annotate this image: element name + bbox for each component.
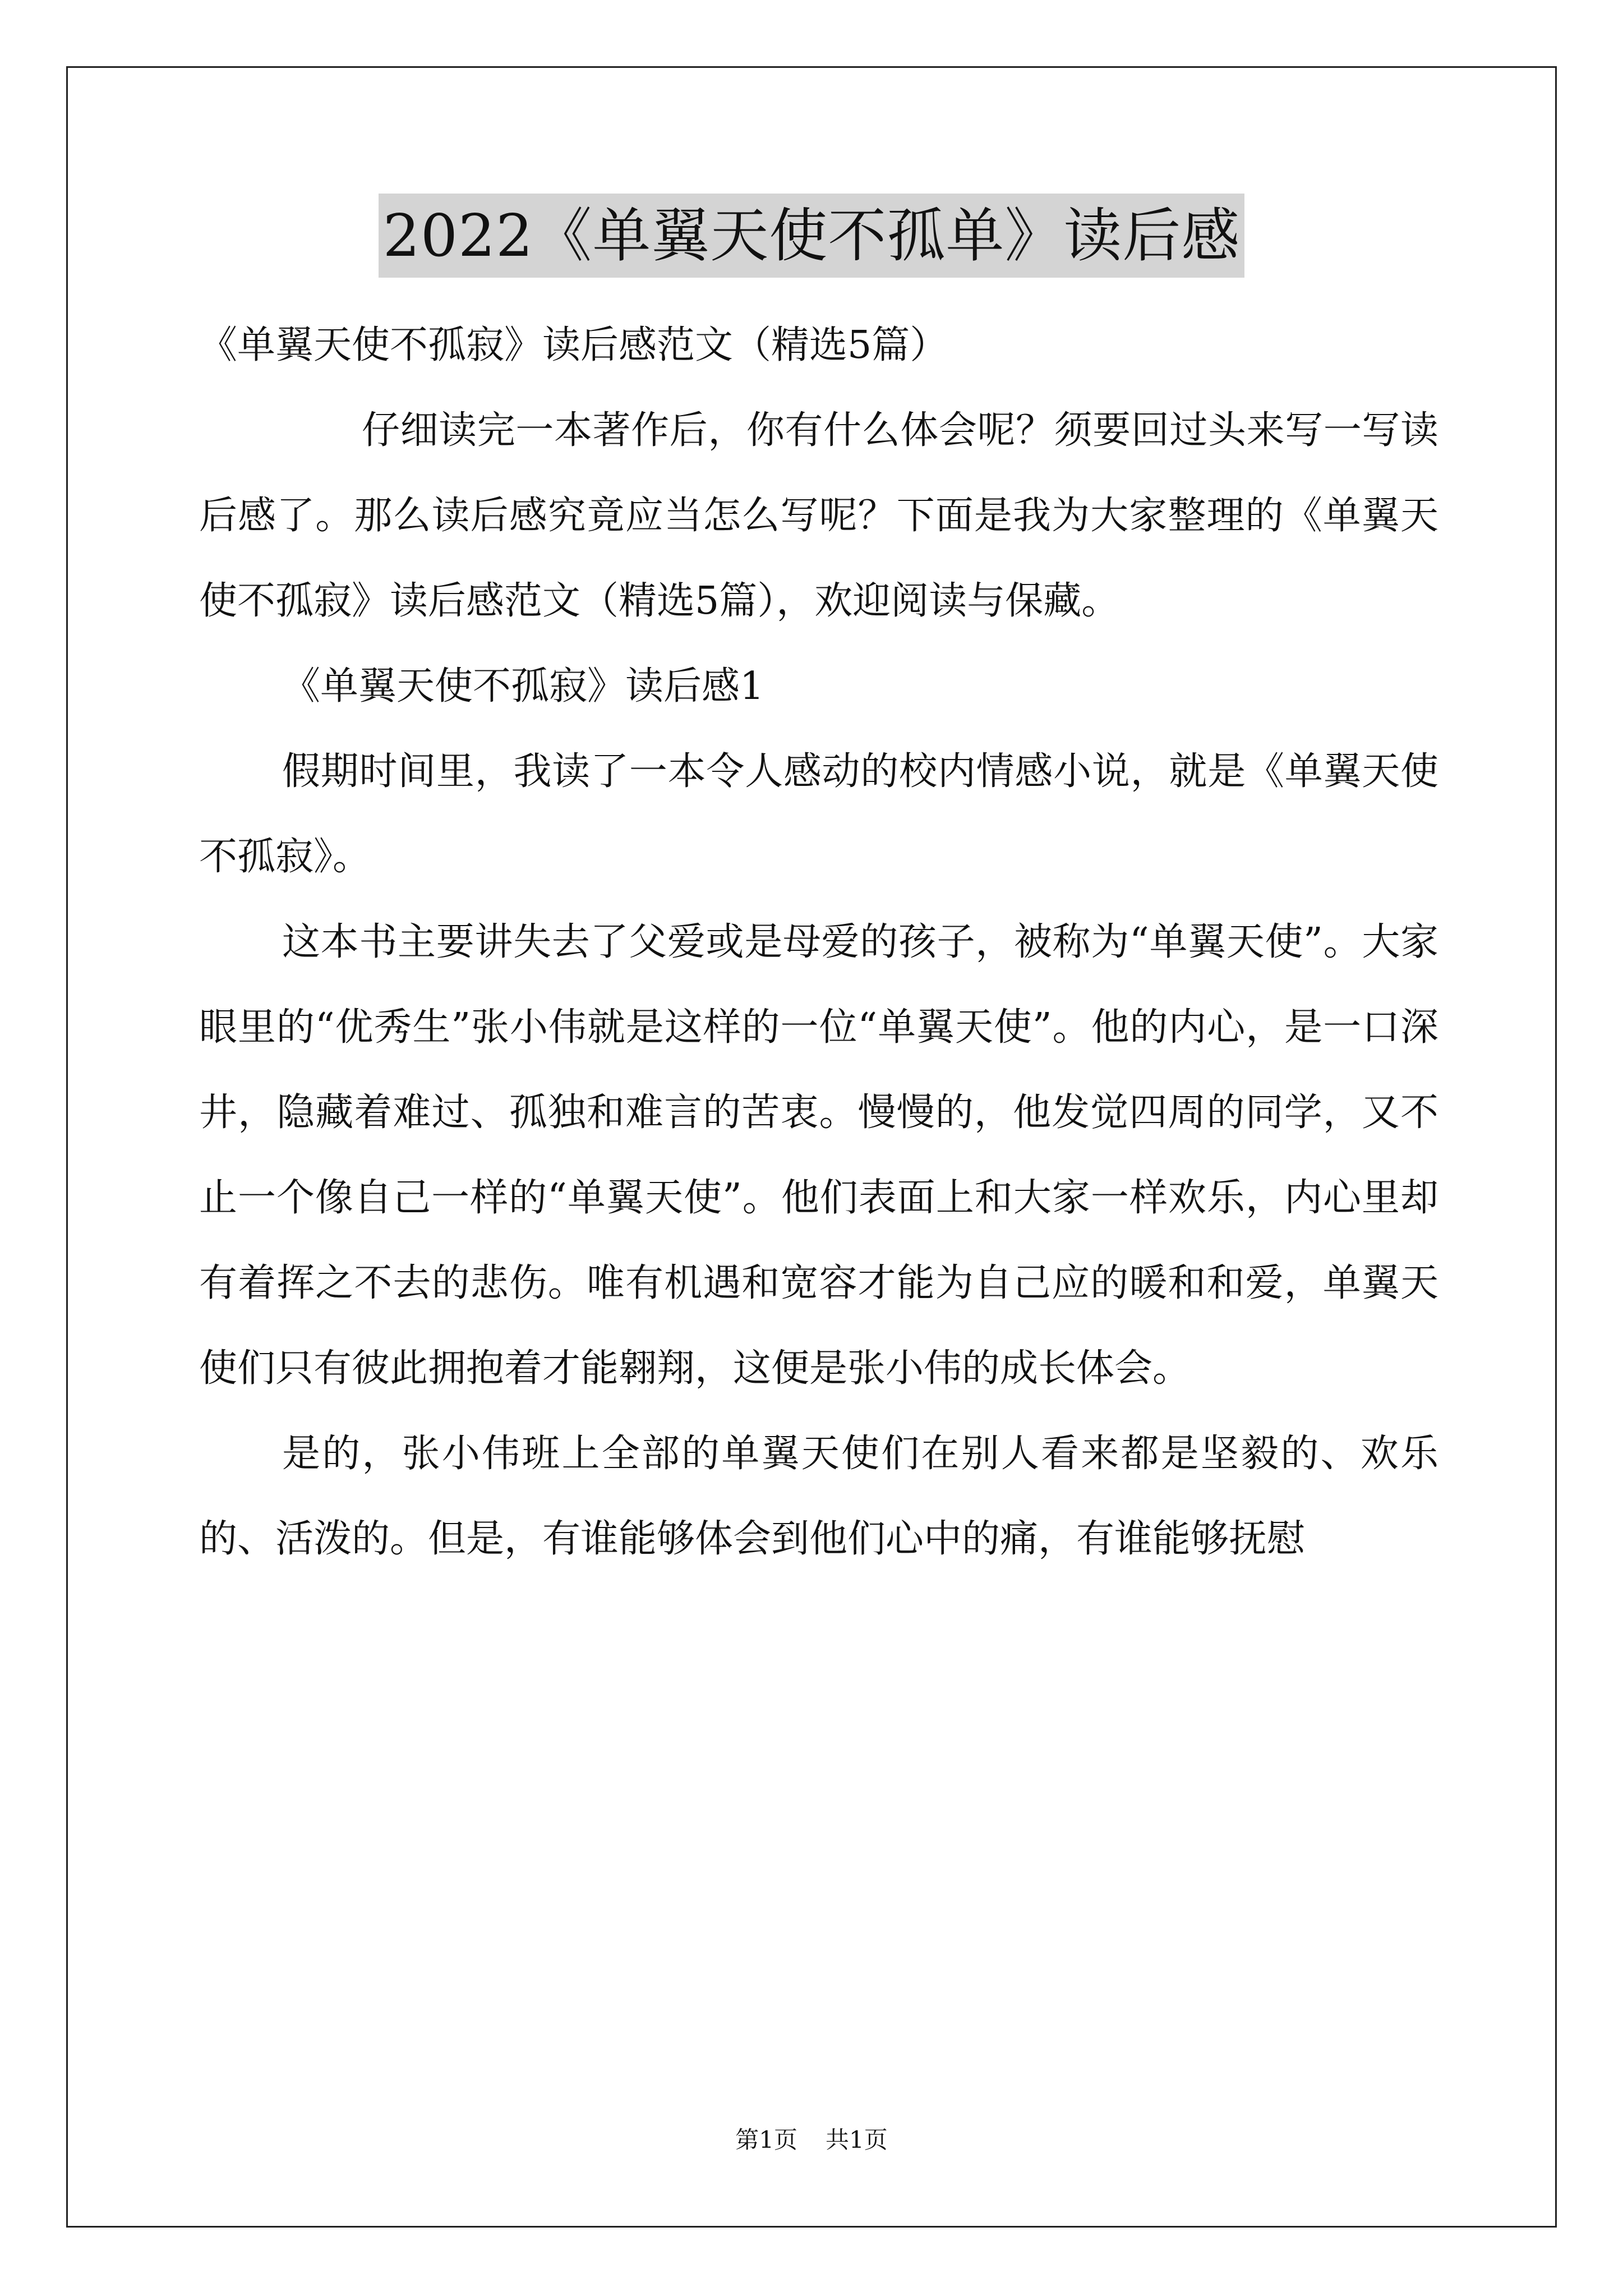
page-total: 共1页	[826, 2126, 888, 2154]
page-number: 第1页	[735, 2126, 797, 2154]
paragraph-body: 假期时间里，我读了一本令人感动的校内情感小说，就是《单翼天使不孤寂》。	[199, 749, 1438, 879]
paragraph-body: 是的，张小伟班上全部的单翼天使们在别人看来都是坚毅的、欢乐的、活泼的。但是，有谁能够体会到他们心中的痛，有谁能够抚慰	[199, 1432, 1438, 1561]
document-body	[199, 303, 1438, 1582]
paragraph-intro: 仔细读完一本著作后，你有什么体会呢？须要回过头来写一写读后感了。那么读后感究竟应当怎么写呢？下面是我为大家整理的《单翼天使不孤寂》读后感范文（精选5篇），欢迎阅读与保藏。	[199, 408, 1438, 623]
paragraph-body: 这本书主要讲失去了父爱或是母爱的孩子，被称为“单翼天使”。大家眼里的“优秀生”张小伟就是这样的一位“单翼天使”。他的内心，是一口深井，隐藏着难过、孤独和难言的苦衷。慢慢的，他发觉四周的同学，又不止一个像自己一样的“单翼天使”。他们表面上和大家一样欢乐，内心里却有着挥之不去的悲伤。唯有机遇和宽容才能为自己应的暖和和爱，单翼天使们只有彼此拥抱着才能翱翔，这便是张小伟的成长体会。	[199, 920, 1438, 1391]
title-container	[0, 194, 1623, 278]
page-footer	[0, 2123, 1623, 2157]
paragraph-subtitle: 《单翼天使不孤寂》读后感范文（精选5篇）	[199, 323, 948, 367]
paragraph-section-heading: 《单翼天使不孤寂》读后感1	[282, 664, 764, 708]
document-title: 2022《单翼天使不孤单》读后感	[379, 194, 1245, 278]
